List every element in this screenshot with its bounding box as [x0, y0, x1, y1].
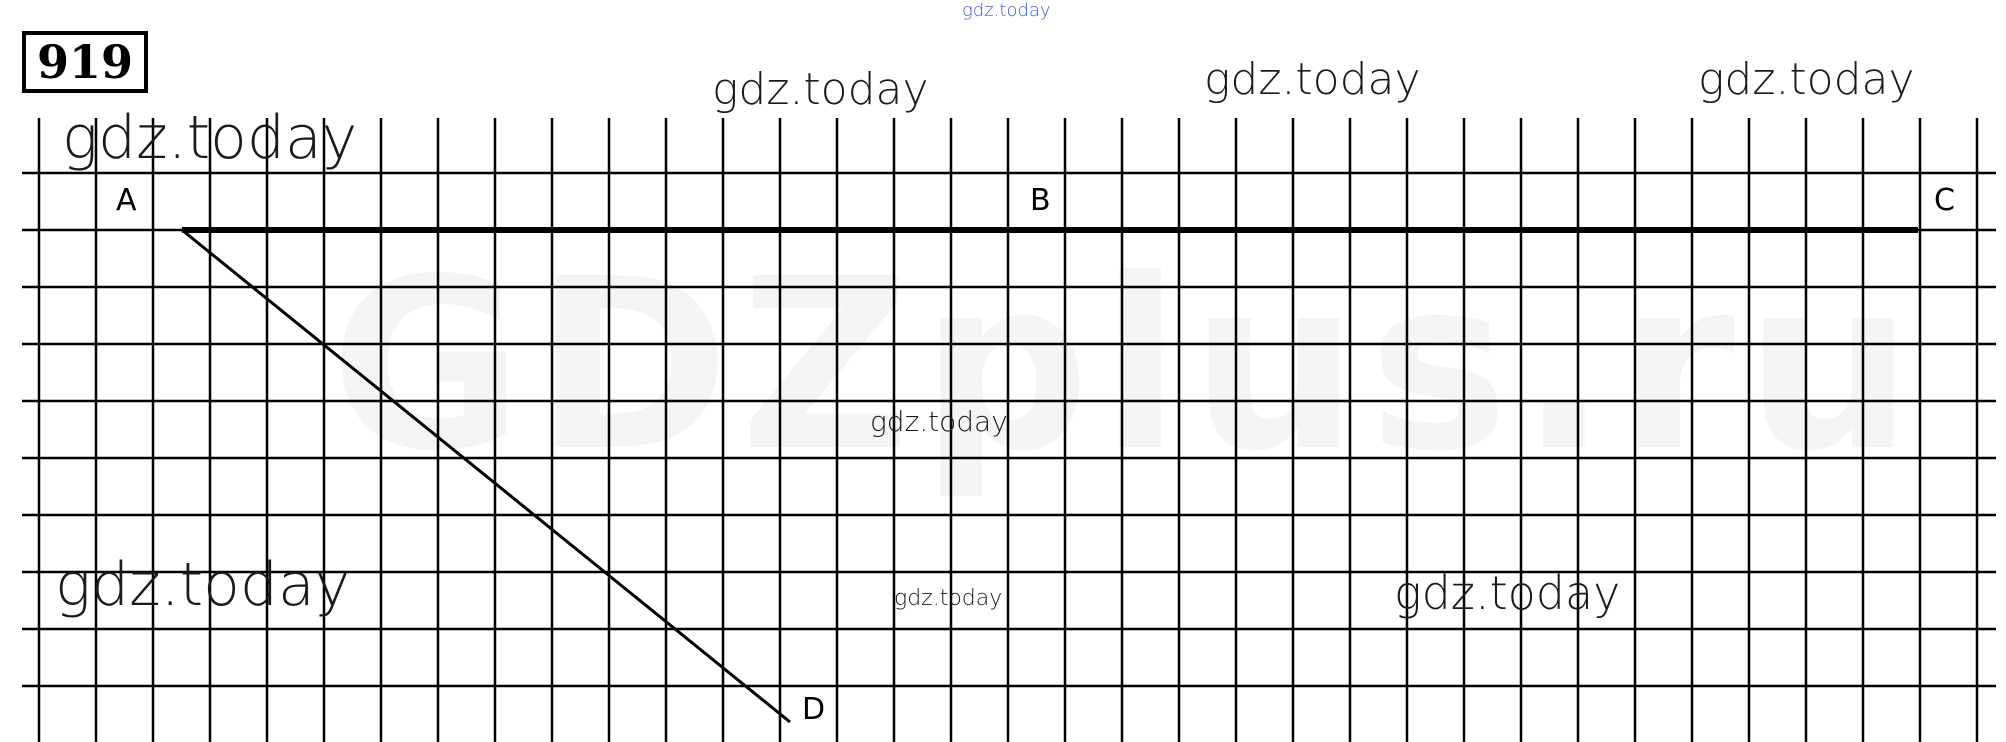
point-d-label: D — [802, 692, 826, 727]
watermark: gdz.today — [1204, 54, 1421, 105]
watermark: gdz.today — [894, 586, 1003, 611]
problem-number: 919 — [22, 31, 148, 93]
point-c-label: C — [1934, 183, 1955, 218]
watermark: gdz.today — [55, 550, 351, 620]
watermark: gdz.today — [1698, 54, 1915, 105]
watermark: gdz.today — [870, 405, 1008, 438]
watermark: gdz.today — [62, 103, 358, 173]
background-watermark — [330, 248, 1923, 484]
point-b-label: B — [1030, 183, 1051, 218]
watermark-top: gdz.today — [962, 0, 1051, 21]
watermark: gdz.today — [712, 64, 929, 115]
watermark: gdz.today — [1394, 566, 1621, 620]
point-a-label: A — [116, 183, 137, 218]
